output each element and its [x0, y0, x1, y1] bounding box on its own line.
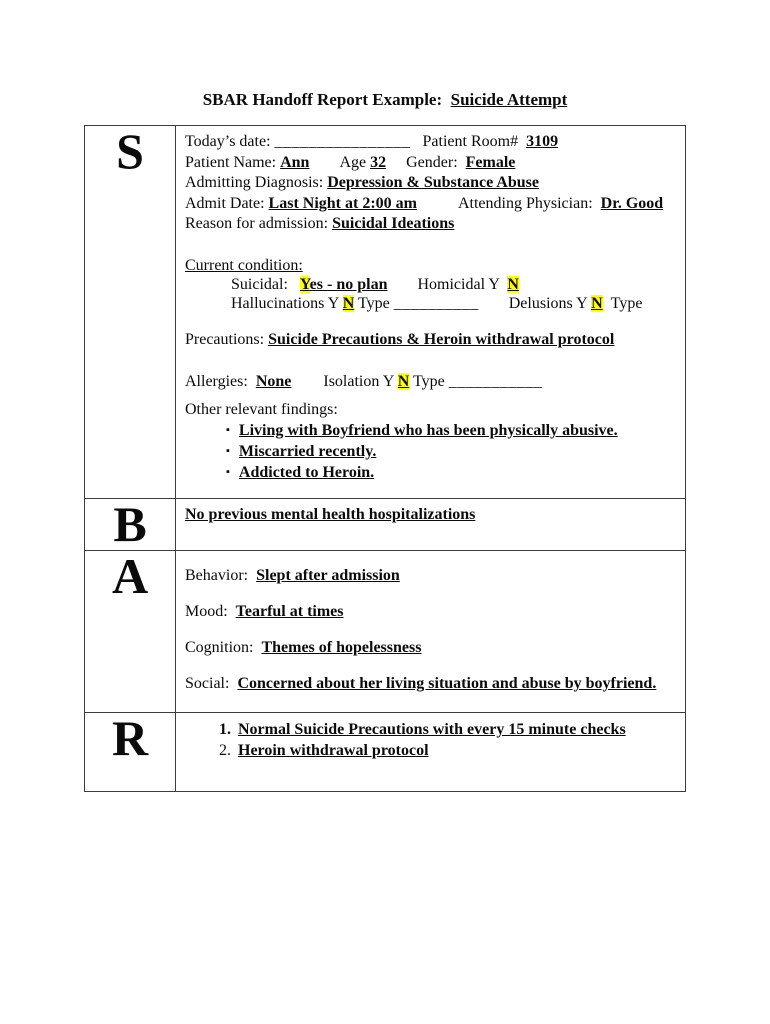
finding-text: Miscarried recently.: [238, 443, 377, 460]
age-value: 32: [370, 153, 387, 171]
line-social: [185, 673, 677, 694]
recommendation-text: Normal Suicide Precautions with every 15 minute checks: [238, 721, 626, 738]
behavior-value: Slept after admission: [256, 567, 400, 584]
mood-label: Mood:: [185, 603, 228, 620]
delusions-type-label: Type: [610, 294, 643, 312]
situation-content-cell: [176, 126, 686, 499]
isolation-type-label: Type: [413, 373, 445, 390]
item-number: 1.: [219, 721, 231, 738]
hallucinations-label: Hallucinations Y: [231, 294, 339, 312]
delusions-value: N: [591, 294, 603, 312]
spacer: [185, 350, 677, 372]
hallucinations-value: N: [342, 294, 355, 312]
spacer: [185, 235, 677, 256]
finding-text: Addicted to Heroin.: [238, 464, 375, 481]
allergies-value: None: [255, 373, 292, 390]
line-cognition: [185, 637, 677, 658]
physician-value: Dr. Good: [600, 194, 664, 212]
letter-a: A: [111, 548, 149, 604]
line-reason: [185, 214, 677, 235]
admit-date-value: Last Night at 2:00 am: [268, 194, 417, 212]
delusions-label: Delusions Y: [508, 294, 588, 312]
table-row-recommendation: [85, 713, 686, 792]
recommendation-content-cell: [176, 713, 686, 792]
diagnosis-label: Admitting Diagnosis:: [185, 174, 324, 191]
line-date-room: [185, 132, 677, 153]
mood-value: Tearful at times: [235, 603, 344, 620]
condition-heading: Current condition:: [185, 256, 303, 274]
patient-name-label: Patient Name:: [185, 153, 277, 171]
line-suicidal-homicidal: [185, 275, 677, 294]
table-row-background: [85, 499, 686, 551]
patient-room-value: 3109: [526, 133, 559, 150]
line-precautions: [185, 330, 677, 351]
finding-item: [185, 462, 677, 483]
line-allergies-isolation: [185, 372, 677, 393]
recommendation-letter-cell: [85, 710, 176, 792]
square-bullet-icon: ▪: [226, 424, 230, 436]
line-hallucinations-delusions: [185, 294, 677, 313]
isolation-type-blank: ___________: [448, 373, 543, 390]
line-behavior: [185, 565, 677, 586]
allergies-label: Allergies:: [185, 373, 248, 390]
finding-item: [185, 420, 677, 441]
suicidal-label: Suicidal:: [231, 275, 288, 293]
finding-item: [185, 441, 677, 462]
findings-heading: Other relevant findings:: [185, 400, 338, 418]
today-date-blank: ________________: [274, 133, 411, 150]
background-content-cell: [176, 499, 686, 551]
homicidal-label: Homicidal Y: [417, 275, 500, 293]
title-topic: Suicide Attempt: [450, 90, 568, 109]
reason-value: Suicidal Ideations: [332, 215, 455, 232]
line-background: [185, 505, 677, 526]
gender-label: Gender:: [406, 153, 458, 171]
cognition-value: Themes of hopelessness: [261, 639, 422, 656]
line-diagnosis: [185, 173, 677, 194]
age-label: Age: [339, 153, 367, 171]
hallucinations-type-blank: __________: [393, 294, 479, 312]
precautions-label: Precautions:: [185, 330, 265, 348]
suicidal-value: es - no plan: [309, 275, 388, 293]
recommendation-item: [185, 740, 677, 761]
social-label: Social:: [185, 675, 230, 692]
line-admit-physician: [185, 194, 677, 215]
isolation-value: N: [397, 373, 410, 390]
behavior-label: Behavior:: [185, 567, 249, 584]
physician-label: Attending Physician:: [457, 194, 593, 212]
line-findings-heading: [185, 400, 677, 421]
patient-room-label: Patient Room#: [422, 133, 519, 150]
document-title: [0, 90, 770, 110]
isolation-label: Isolation Y: [323, 373, 394, 390]
sbar-table: [84, 125, 686, 792]
assessment-lines: [185, 557, 677, 694]
situation-letter-cell: [85, 123, 176, 499]
precautions-value: Suicide Precautions & Heroin withdrawal protocol: [268, 330, 615, 348]
line-mood: [185, 601, 677, 622]
square-bullet-icon: ▪: [226, 466, 230, 478]
line-condition-heading: [185, 256, 677, 275]
background-text: No previous mental health hospitalizations: [185, 506, 476, 523]
letter-r: R: [111, 710, 149, 766]
recommendation-item: [185, 719, 677, 740]
letter-s: S: [116, 123, 144, 179]
letter-b: B: [113, 496, 147, 552]
patient-name-value: Ann: [280, 153, 310, 171]
table-row-assessment: [85, 551, 686, 713]
suicidal-value-highlight: Y: [299, 275, 310, 293]
reason-label: Reason for admission:: [185, 215, 329, 232]
table-row-situation: [85, 126, 686, 499]
item-number: 2.: [219, 742, 231, 759]
finding-text: Living with Boyfriend who has been physically abusive.: [238, 422, 618, 439]
square-bullet-icon: ▪: [226, 445, 230, 457]
today-date-label: Today’s date:: [185, 133, 271, 150]
spacer: [185, 393, 677, 400]
spacer: [185, 313, 677, 330]
recommendation-text: Heroin withdrawal protocol: [238, 742, 429, 759]
cognition-label: Cognition:: [185, 639, 254, 656]
title-prefix: SBAR Handoff Report Example:: [202, 90, 451, 109]
gender-value: Female: [465, 153, 516, 171]
admit-date-label: Admit Date:: [185, 194, 265, 212]
line-name-age-gender: [185, 153, 677, 174]
social-value: Concerned about her living situation and abuse by boyfriend.: [237, 675, 657, 692]
hallucinations-type-label: Type: [357, 294, 390, 312]
assessment-letter-cell: [85, 548, 176, 713]
diagnosis-value: Depression & Substance Abuse: [327, 174, 539, 191]
assessment-content-cell: [176, 551, 686, 713]
background-letter-cell: [85, 496, 176, 552]
homicidal-value: N: [507, 275, 519, 293]
